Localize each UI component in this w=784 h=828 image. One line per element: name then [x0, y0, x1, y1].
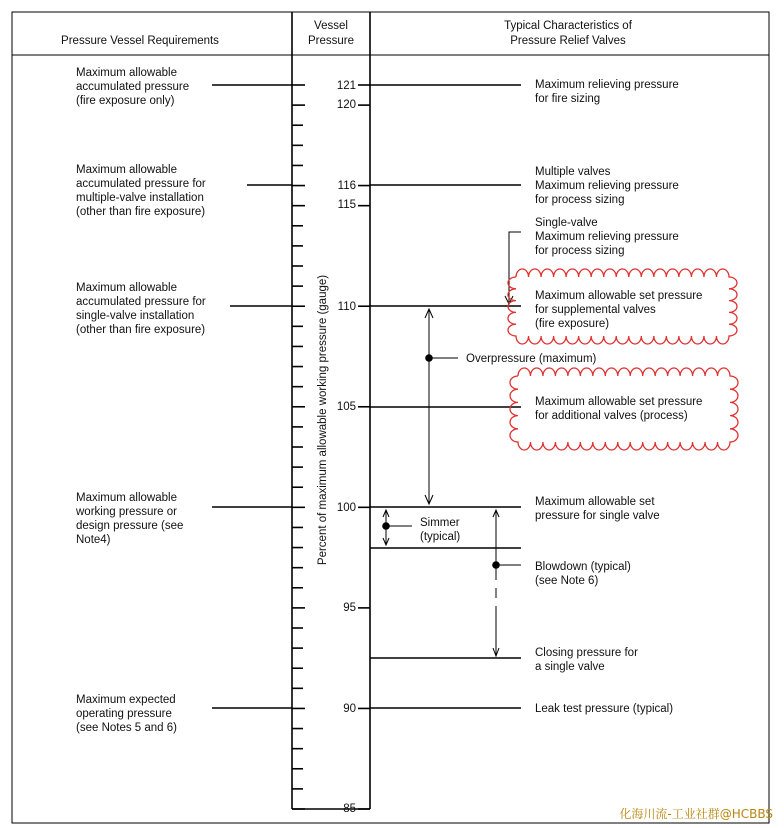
header-right-line-1: Typical Characteristics of — [504, 20, 632, 32]
watermark: 化海川流-工业社群@HCBBS — [619, 807, 773, 821]
tick-label-110: 110 — [337, 301, 356, 313]
axis-label: Percent of maximum allowable working pressure (gauge) — [317, 274, 329, 566]
right-note-fire-relieving: Maximum relieving pressure for fire sizing — [535, 79, 679, 105]
left-note-fire-accumulated: Maximum allowable accumulated pressure (fire exposure only) — [76, 67, 190, 107]
right-note-supplemental-valves: Maximum allowable set pressure for supplemental valves (fire exposure) — [535, 290, 703, 330]
left-note-multiple-valve: Maximum allowable accumulated pressure for multiple-valve installation (other than fire exposure) — [76, 164, 206, 218]
right-note-closing-pressure: Closing pressure for a single valve — [535, 647, 638, 673]
left-note-single-valve: Maximum allowable accumulated pressure for single-valve installation (other than fire exposure) — [76, 282, 206, 336]
right-notes — [535, 79, 706, 715]
header-middle-line-1: Vessel — [314, 20, 348, 32]
axis-tick-labels — [337, 80, 356, 815]
right-note-set-pressure-single: Maximum allowable set pressure for single valve — [535, 496, 660, 522]
right-note-single-valve: Single-valve Maximum relieving pressure for process sizing — [535, 217, 679, 257]
right-note-additional-valves: Maximum allowable set pressure for additional valves (process) — [535, 396, 703, 422]
tick-label-121: 121 — [336, 80, 356, 92]
tick-label-120: 120 — [336, 99, 356, 111]
tick-label-90: 90 — [343, 703, 356, 715]
header-middle-line-2: Pressure — [307, 35, 355, 47]
axis-ticks — [292, 85, 370, 809]
highlight-cloud-additional — [510, 368, 738, 450]
right-connectors — [370, 85, 521, 708]
left-notes — [75, 67, 209, 734]
right-note-leak-test: Leak test pressure (typical) — [535, 703, 674, 715]
overpressure-label: Overpressure (maximum) — [466, 353, 597, 365]
tick-label-85: 85 — [343, 803, 356, 815]
tick-label-100: 100 — [336, 502, 356, 514]
header-left: Pressure Vessel Requirements — [61, 35, 219, 47]
left-note-operating: Maximum expected operating pressure (see Notes 5 and 6) — [76, 694, 178, 734]
tick-label-105: 105 — [336, 401, 356, 413]
tick-label-116: 116 — [337, 180, 356, 192]
right-note-multiple-valves: Multiple valves Maximum relieving pressure for process sizing — [535, 166, 679, 206]
simmer-dimension — [382, 510, 463, 545]
left-connectors — [212, 85, 292, 708]
simmer-label: Simmer (typical) — [420, 517, 461, 543]
tick-label-95: 95 — [343, 602, 356, 614]
right-note-blowdown: Blowdown (typical) (see Note 6) — [535, 561, 631, 587]
single-valve-pointer — [505, 232, 521, 304]
left-note-mawp: Maximum allowable working pressure or design pressure (see Note4) — [76, 492, 184, 546]
single-valve-pointer-line — [509, 232, 521, 302]
blowdown-dimension — [492, 510, 521, 656]
header-right-line-2: Pressure Relief Valves — [510, 35, 626, 47]
tick-label-115: 115 — [337, 199, 356, 211]
